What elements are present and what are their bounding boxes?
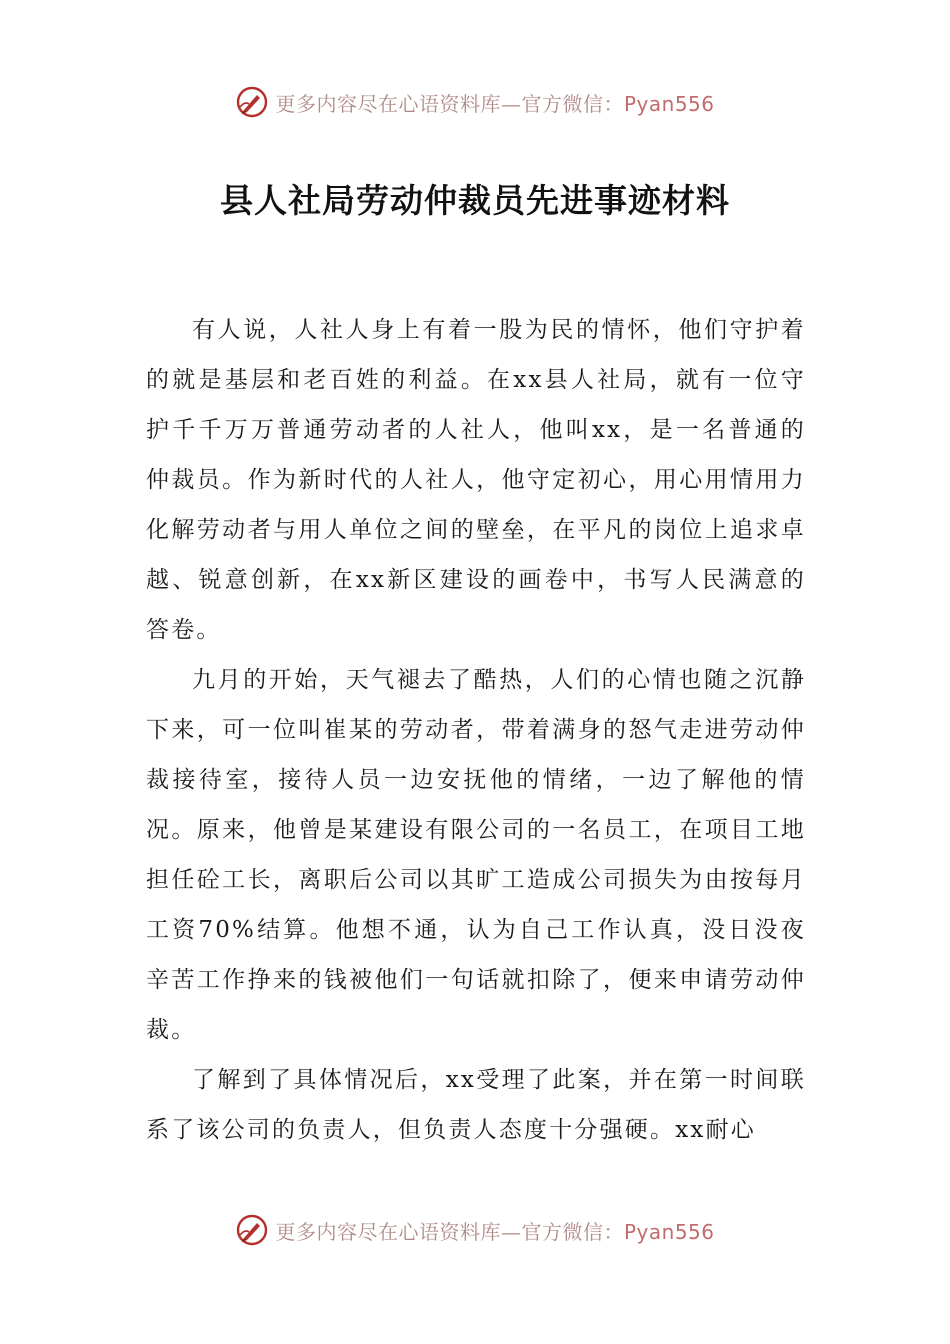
- watermark-text: [275, 1216, 714, 1245]
- body-paragraph: 有人说，人社人身上有着一股为民的情怀，他们守护着的就是基层和老百姓的利益。在xx县人社局，就有一位守护千千万万普通劳动者的人社人，他叫xx，是一名普通的仲裁员。作为新时代的人社人，他守定初心，用心用情用力化解劳动者与用人单位之间的壁垒，在平凡的岗位上追求卓越、锐意创新，在xx新区建设的画卷中，书写人民满意的答卷。: [146, 317, 806, 643]
- pen-circle-logo-icon: [235, 85, 269, 119]
- watermark-wechat-id: Pyan556: [623, 91, 715, 116]
- footer-watermark-banner: [0, 1210, 950, 1250]
- watermark-main-text: 更多内容尽在心语资料库—官方微信：: [275, 1219, 624, 1244]
- watermark-wechat-id: Pyan556: [623, 1219, 715, 1244]
- body-paragraph: 了解到了具体情况后，xx受理了此案，并在第一时间联系了该公司的负责人，但负责人态度十分强硬。xx耐心: [146, 1067, 806, 1143]
- watermark-main-text: 更多内容尽在心语资料库—官方微信：: [275, 91, 624, 116]
- document-title: 县人社局劳动仲裁员先进事迹材料: [220, 181, 730, 220]
- header-watermark-banner: [0, 82, 950, 122]
- watermark-text: [275, 88, 714, 117]
- document-body: [146, 305, 806, 1155]
- pen-circle-logo-icon: [235, 1213, 269, 1247]
- body-paragraph: 九月的开始，天气褪去了酷热，人们的心情也随之沉静下来，可一位叫崔某的劳动者，带着满身的怒气走进劳动仲裁接待室，接待人员一边安抚他的情绪，一边了解他的情况。原来，他曾是某建设有限公司的一名员工，在项目工地担任砼工长，离职后公司以其旷工造成公司损失为由按每月工资70%结算。他想不通，认为自己工作认真，没日没夜辛苦工作挣来的钱被他们一句话就扣除了，便来申请劳动仲裁。: [146, 667, 806, 1043]
